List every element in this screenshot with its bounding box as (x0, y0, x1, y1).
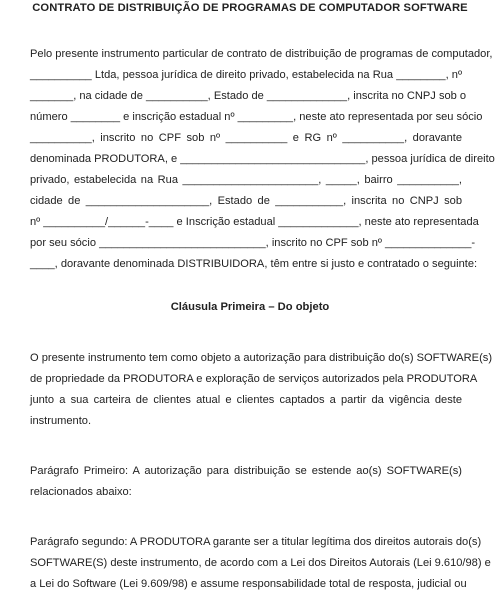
object-line: de propriedade da PRODUTORA e exploração de serviços autorizados pela PRODUTORA (30, 373, 478, 385)
contract-title: CONTRATO DE DISTRIBUIÇÃO DE PROGRAMAS DE COMPUTADOR SOFTWARE (32, 2, 468, 14)
intro-line: cidade de ____________________, Estado de ___________, inscrita no CNPJ sob (30, 195, 462, 207)
intro-line: __________, inscrito no CPF sob nº __________ e RG nº __________, doravante (30, 132, 462, 144)
paragraph2-line: a Lei do Software (Lei 9.609/98) e assume responsabilidade total de resposta, judicial ou (30, 578, 467, 590)
intro-line: _______, na cidade de __________, Estado de _____________, inscrita no CNPJ sob o (30, 90, 467, 102)
clause-heading: Cláusula Primeira – Do objeto (170, 301, 330, 313)
intro-line: denominada PRODUTORA, e ______________________________, pessoa jurídica de direito (30, 153, 495, 165)
intro-line: ____, doravante denominada DISTRIBUIDORA, têm entre si justo e contratado o seguinte: (30, 258, 478, 270)
object-line: junto a sua carteira de clientes atual e clientes captados a partir da vigência deste (30, 394, 462, 406)
object-line: instrumento. (30, 415, 92, 427)
paragraph2-line: SOFTWARE(S) deste instrumento, de acordo com a Lei dos Direitos Autorais (Lei 9.610/98) e (30, 557, 491, 569)
intro-line: __________ Ltda, pessoa jurídica de direito privado, estabelecida na Rua ________, nº (30, 69, 462, 81)
paragraph2-line: Parágrafo segundo: A PRODUTORA garante ser a titular legítima dos direitos autorais do(s) (30, 536, 482, 548)
intro-line: Pelo presente instrumento particular de contrato de distribuição de programas de computador, (30, 48, 493, 60)
intro-line: número ________ e inscrição estadual nº _________, neste ato representada por seu sócio (30, 111, 483, 123)
paragraph1-line: Parágrafo Primeiro: A autorização para distribuição se estende ao(s) SOFTWARE(s) (30, 465, 462, 477)
paragraph1-line: relacionados abaixo: (30, 486, 132, 498)
intro-line: nº __________/______-____ e Inscrição estadual _____________, neste ato representada (30, 216, 479, 228)
object-line: O presente instrumento tem como objeto a autorização para distribuição do(s) SOFTWARE(s) (30, 352, 493, 364)
intro-line: por seu sócio ___________________________, inscrito no CPF sob nº ______________- (30, 237, 476, 249)
intro-line: privado, estabelecida na Rua ______________________, _____, bairro __________, (30, 174, 462, 186)
